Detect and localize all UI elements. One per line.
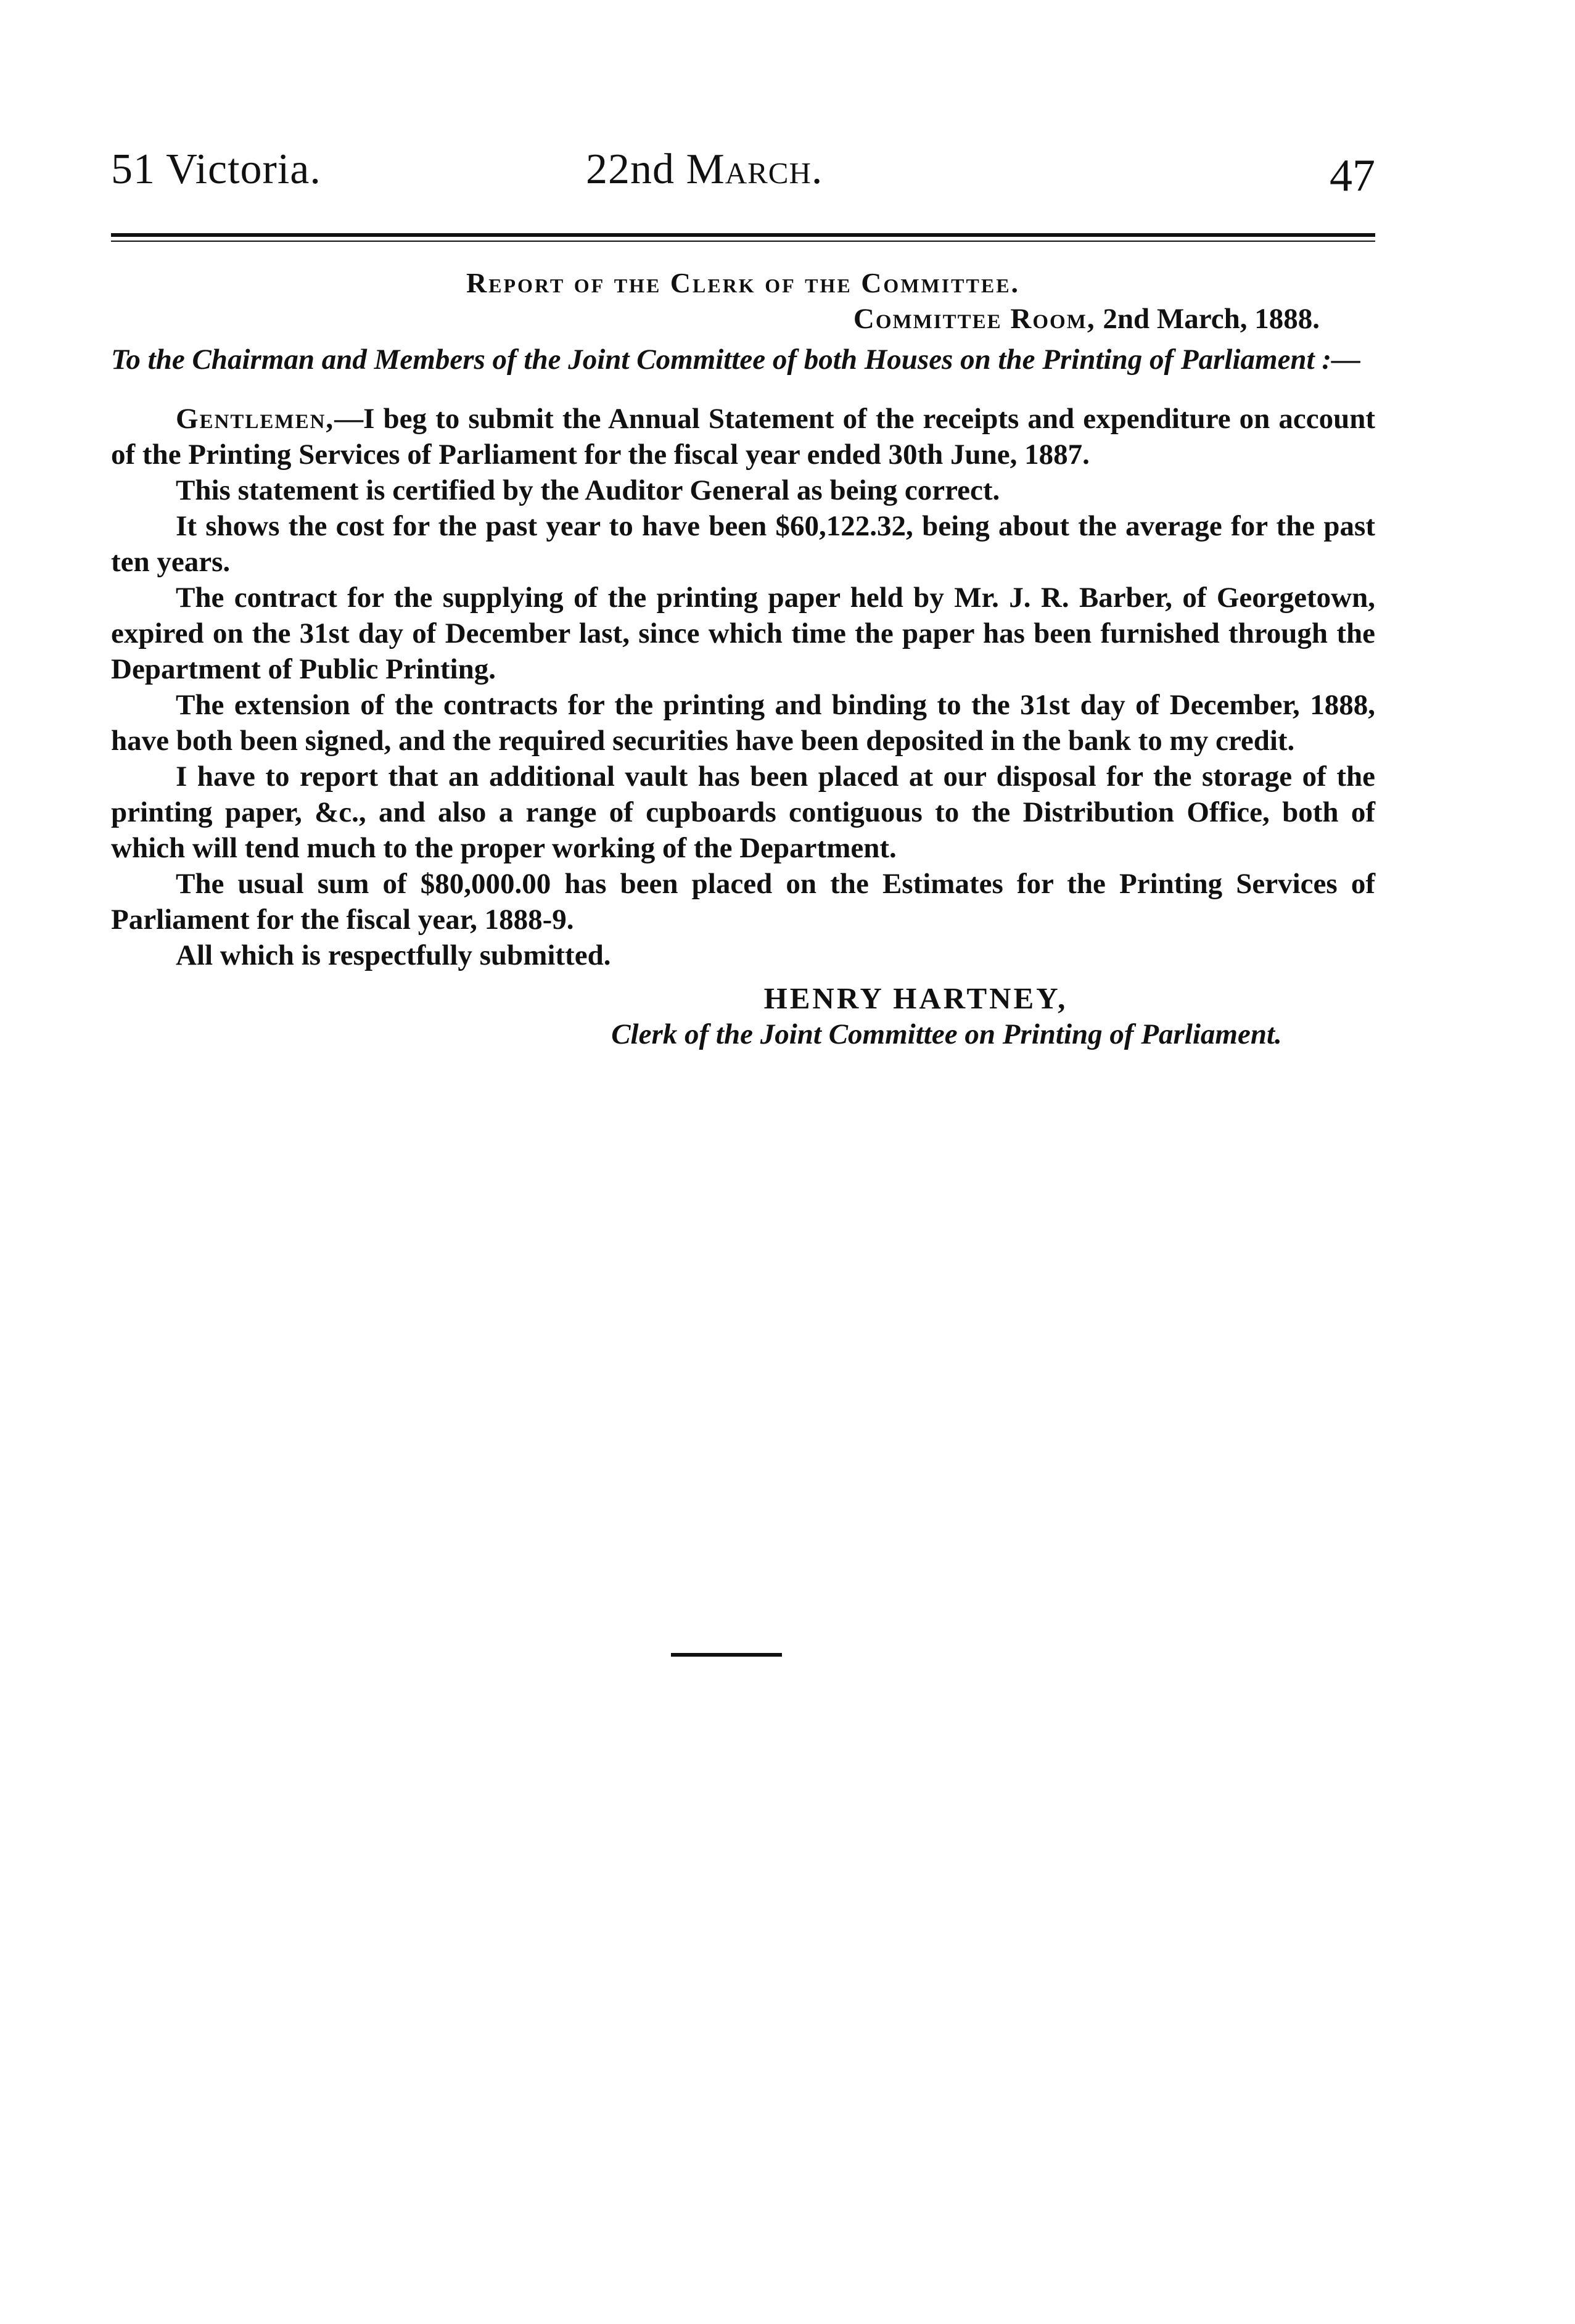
paragraph-8: All which is respectfully submitted. bbox=[176, 939, 611, 971]
paragraph-6: I have to report that an additional vault has been placed at our disposal for the storage of the printing paper, &c., and also a range of cupboards contiguous to the Distribution Office, both of which will tend much to the proper working of the Department. bbox=[111, 760, 1375, 864]
report-title: Report of the Clerk of the Committee. bbox=[466, 267, 1021, 299]
signature-name: HENRY HARTNEY, bbox=[763, 981, 1068, 1015]
report-body bbox=[111, 259, 1375, 1052]
paragraph-1 bbox=[111, 401, 1375, 472]
header-date-day: 22nd bbox=[586, 146, 675, 193]
signature-title: Clerk of the Joint Committee on Printing of Parliament. bbox=[611, 1018, 1282, 1050]
end-rule bbox=[671, 1653, 782, 1657]
dateline-date: 2nd March, 1888. bbox=[1103, 303, 1320, 335]
dateline-place: Committee Room, bbox=[853, 303, 1096, 335]
page-number: 47 bbox=[1330, 150, 1375, 201]
paragraph-2: This statement is certified by the Auditor General as being correct. bbox=[176, 474, 1000, 506]
paragraph-4: The contract for the supplying of the printing paper held by Mr. J. R. Barber, of Georgetown, expired on the 31st day of December last, since which time the paper has been furnished through the Department of Public Printing. bbox=[111, 582, 1375, 685]
salutation: Gentlemen, bbox=[176, 403, 335, 435]
header-rule-thin bbox=[111, 241, 1375, 242]
paragraph-5: The extension of the contracts for the printing and binding to the 31st day of December, 1888, have both been signed, and the required securities have been deposited in the bank to my credit. bbox=[111, 689, 1375, 757]
header-date bbox=[586, 145, 823, 194]
running-header bbox=[111, 145, 1375, 213]
paragraph-3: It shows the cost for the past year to have been $60,122.32, being about the average for the past ten years. bbox=[111, 510, 1375, 578]
header-rule-thick bbox=[111, 233, 1375, 237]
addressee: To the Chairman and Members of the Joint Committee of both Houses on the Printing of Parliament :— bbox=[111, 344, 1361, 376]
header-regnal-year: 51 Victoria. bbox=[111, 146, 321, 193]
header-date-month: March. bbox=[686, 146, 823, 193]
dateline bbox=[111, 301, 1375, 337]
paragraph-1-text: —I beg to submit the Annual Statement of the receipts and expenditure on account of the Printing Services of Parliament for the fiscal year ended 30th June, 1887. bbox=[111, 403, 1375, 471]
paragraph-7: The usual sum of $80,000.00 has been placed on the Estimates for the Printing Services of Parliament for the fiscal year, 1888-9. bbox=[111, 868, 1375, 936]
